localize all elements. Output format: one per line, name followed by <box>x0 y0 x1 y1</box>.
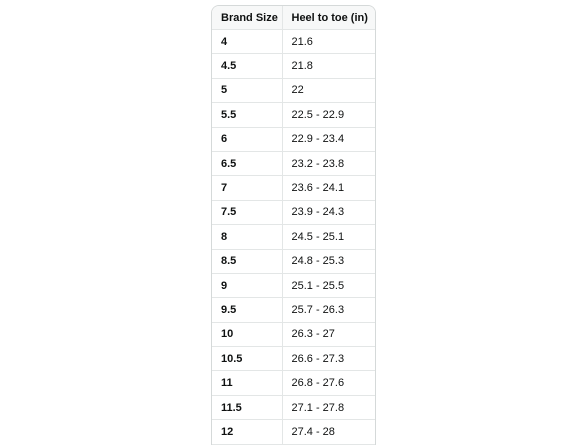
heel-to-toe-cell: 25.1 - 25.5 <box>282 273 375 297</box>
table-row <box>212 225 375 249</box>
table-row <box>212 273 375 297</box>
heel-to-toe-cell: 26.8 - 27.6 <box>282 371 375 395</box>
brand-size-cell: 12 <box>212 420 282 444</box>
table-row <box>212 347 375 371</box>
heel-to-toe-cell: 22.9 - 23.4 <box>282 127 375 151</box>
heel-to-toe-cell: 26.6 - 27.3 <box>282 347 375 371</box>
table-row <box>212 200 375 224</box>
table-row <box>212 127 375 151</box>
table-row <box>212 322 375 346</box>
table-row <box>212 151 375 175</box>
heel-to-toe-cell: 21.6 <box>282 30 375 54</box>
brand-size-cell: 6 <box>212 127 282 151</box>
table-row <box>212 54 375 78</box>
column-header-heel-to-toe: Heel to toe (in) <box>282 6 375 30</box>
table-row <box>212 176 375 200</box>
table-row <box>212 420 375 444</box>
heel-to-toe-cell: 23.2 - 23.8 <box>282 151 375 175</box>
table-row <box>212 298 375 322</box>
brand-size-cell: 10.5 <box>212 347 282 371</box>
table-body <box>212 30 375 445</box>
heel-to-toe-cell: 25.7 - 26.3 <box>282 298 375 322</box>
heel-to-toe-cell: 27.4 - 28 <box>282 420 375 444</box>
heel-to-toe-cell: 23.6 - 24.1 <box>282 176 375 200</box>
brand-size-cell: 8.5 <box>212 249 282 273</box>
heel-to-toe-cell: 22.5 - 22.9 <box>282 103 375 127</box>
table-header-row <box>212 6 375 30</box>
brand-size-cell: 5.5 <box>212 103 282 127</box>
heel-to-toe-cell: 26.3 - 27 <box>282 322 375 346</box>
brand-size-cell: 5 <box>212 78 282 102</box>
table-row <box>212 78 375 102</box>
table-row <box>212 371 375 395</box>
size-chart-table <box>212 6 375 445</box>
heel-to-toe-cell: 21.8 <box>282 54 375 78</box>
brand-size-cell: 4.5 <box>212 54 282 78</box>
table-row <box>212 249 375 273</box>
table-row <box>212 30 375 54</box>
table-row <box>212 103 375 127</box>
brand-size-cell: 8 <box>212 225 282 249</box>
heel-to-toe-cell: 24.5 - 25.1 <box>282 225 375 249</box>
table-row <box>212 395 375 419</box>
brand-size-cell: 11.5 <box>212 395 282 419</box>
brand-size-cell: 10 <box>212 322 282 346</box>
heel-to-toe-cell: 27.1 - 27.8 <box>282 395 375 419</box>
brand-size-cell: 11 <box>212 371 282 395</box>
brand-size-cell: 9 <box>212 273 282 297</box>
brand-size-cell: 7 <box>212 176 282 200</box>
brand-size-cell: 4 <box>212 30 282 54</box>
column-header-brand-size: Brand Size <box>212 6 282 30</box>
heel-to-toe-cell: 24.8 - 25.3 <box>282 249 375 273</box>
heel-to-toe-cell: 22 <box>282 78 375 102</box>
heel-to-toe-cell: 23.9 - 24.3 <box>282 200 375 224</box>
brand-size-cell: 6.5 <box>212 151 282 175</box>
size-chart <box>211 5 376 445</box>
brand-size-cell: 7.5 <box>212 200 282 224</box>
brand-size-cell: 9.5 <box>212 298 282 322</box>
